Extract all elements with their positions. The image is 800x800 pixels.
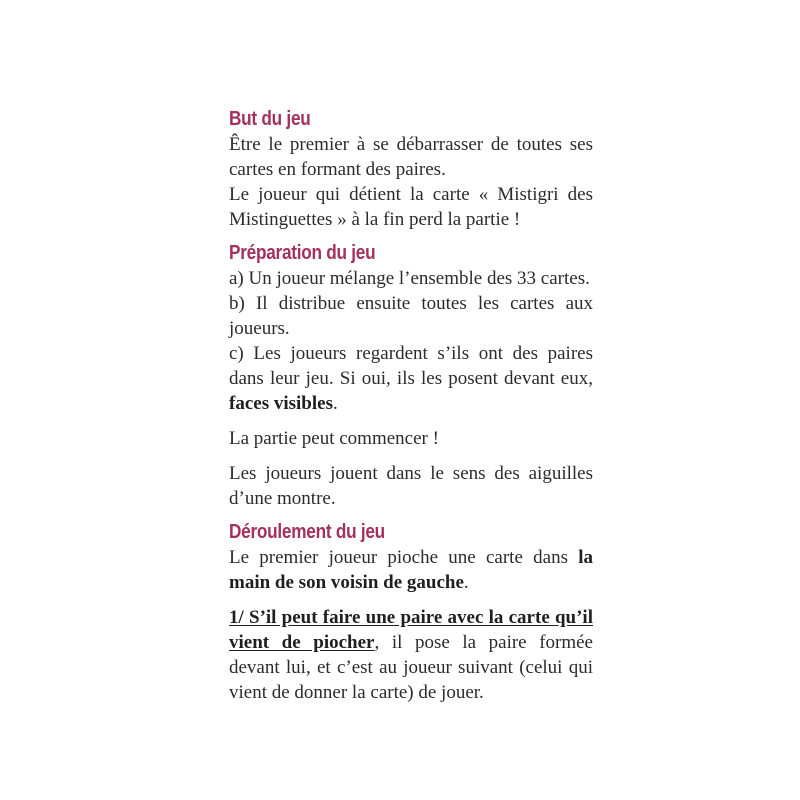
emphasis-pair-rule: 1/ S’il peut faire une paire avec la carte qu’il vient de piocher: [229, 607, 593, 653]
section-body-goal: [229, 132, 593, 232]
section-title-setup: Préparation du jeu: [229, 242, 376, 264]
section-body-gameplay: [229, 545, 593, 705]
paragraph-gameplay-1-text: Le premier joueur pioche une carte dans: [229, 547, 579, 568]
paragraph-setup-c-period: .: [332, 393, 338, 414]
rules-page: [229, 106, 593, 713]
section-title-goal: But du jeu: [229, 108, 311, 130]
section-title-gameplay: Déroulement du jeu: [229, 521, 385, 543]
section-goal: [229, 106, 593, 232]
paragraph-setup-b: b) Il distribue ensuite toutes les cartes aux joueurs.: [229, 293, 593, 339]
section-setup: [229, 240, 593, 511]
paragraph-setup-a: a) Un joueur mélange l’ensemble des 33 cartes.: [229, 268, 590, 289]
paragraph-gameplay-2: [229, 605, 593, 705]
paragraph-setup-c: [229, 341, 593, 416]
section-body-setup: [229, 266, 593, 511]
paragraph-gameplay-1-period: .: [463, 572, 469, 593]
paragraph-goal-1: Être le premier à se débarrasser de toutes ses cartes en formant des paires.: [229, 134, 593, 180]
paragraph-start: La partie peut commencer !: [229, 428, 439, 449]
emphasis-faces-visibles: faces visibles: [229, 393, 333, 414]
paragraph-direction: Les joueurs jouent dans le sens des aiguilles d’une montre.: [229, 463, 593, 509]
paragraph-setup-c-text: c) Les joueurs regardent s’ils ont des paires dans leur jeu. Si oui, ils les posent devant eux,: [229, 343, 593, 389]
paragraph-goal-2: Le joueur qui détient la carte « Mistigri des Mistinguettes » à la fin perd la partie !: [229, 184, 593, 230]
emphasis-left-neighbor-hand: la main de son voisin de gauche: [229, 547, 593, 593]
section-gameplay: [229, 519, 593, 705]
paragraph-gameplay-2-text: , il pose la paire formée devant lui, et c’est au joueur suivant (celui qui vient de donner la carte) de jouer.: [229, 632, 593, 703]
paragraph-gameplay-1: [229, 545, 593, 595]
